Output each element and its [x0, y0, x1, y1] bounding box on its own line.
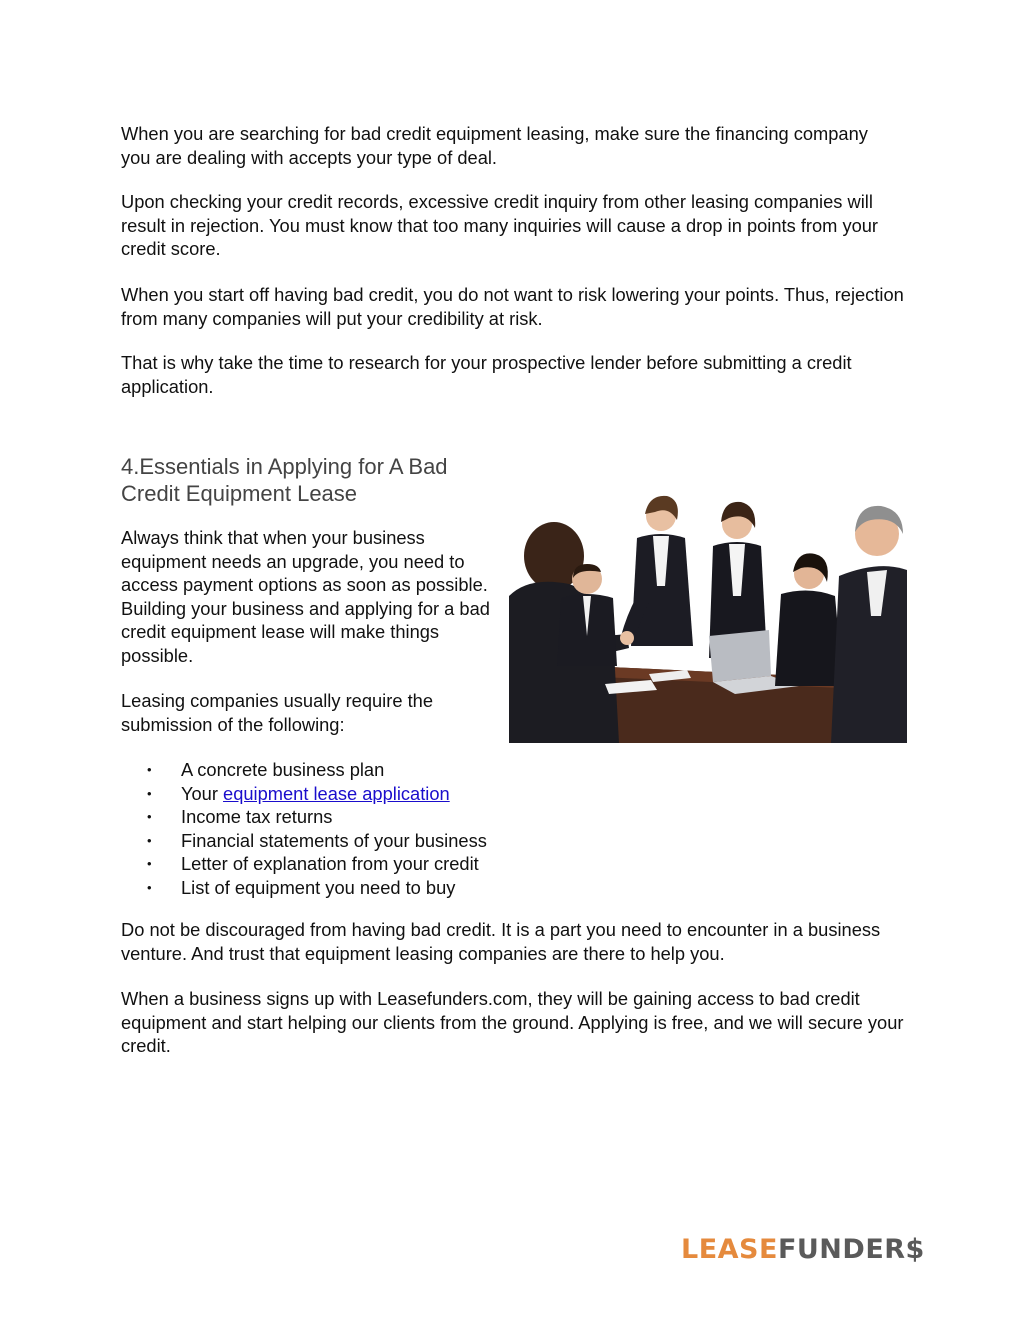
- list-item-text: Letter of explanation from your credit: [181, 853, 479, 874]
- equipment-lease-application-link[interactable]: equipment lease application: [223, 782, 450, 804]
- paragraph-credit-records: Upon checking your credit records, excessive credit inquiry from other leasing companies will result in rejection. You must know that too many inquiries will cause a drop in points from your credit score.: [121, 191, 879, 259]
- business-meeting-photo: [509, 486, 907, 743]
- paragraph-bad-credit-risk: When you start off having bad credit, you do not want to risk lowering your points. Thus, rejection from many companies will put your credibility at risk.: [121, 284, 904, 329]
- logo-lease-text: LEASE: [681, 1234, 778, 1265]
- bullet-icon: •: [147, 879, 152, 895]
- bullet-icon: •: [147, 856, 152, 871]
- bullet-icon: •: [147, 762, 152, 777]
- list-item: [121, 852, 571, 876]
- list-item: [121, 758, 571, 782]
- paragraph-research-lender: That is why take the time to research for your prospective lender before submitting a credit application.: [121, 352, 852, 397]
- list-item-text: A concrete business plan: [181, 759, 385, 780]
- list-item: [121, 805, 571, 829]
- section-heading: 4.Essentials in Applying for A Bad Credit Equipment Lease: [121, 454, 448, 506]
- list-item: [121, 876, 571, 900]
- list-item-text: Your: [181, 782, 224, 804]
- paragraph-searching: When you are searching for bad credit equipment leasing, make sure the financing company you are dealing with accepts your type of deal.: [121, 123, 868, 168]
- bullet-icon: •: [147, 785, 152, 801]
- paragraph-encouragement: Do not be discouraged from having bad credit. It is a part you need to encounter in a business venture. And trust that equipment leasing companies are there to help you.: [121, 919, 881, 964]
- logo-funders-text: FUNDER$: [777, 1234, 925, 1265]
- leasefunders-logo: [681, 1233, 925, 1267]
- paragraph-requirements: Leasing companies usually require the submission of the following:: [121, 690, 433, 735]
- paragraph-leasefunders: When a business signs up with Leasefunders.com, they will be gaining access to bad credit equipment and start helping our clients from the ground. Applying is free, and we will secure your credit.: [121, 988, 904, 1056]
- paragraph-upgrade: Always think that when your business equipment needs an upgrade, you need to access payment options as soon as possible. Building your business and applying for a bad credit equipment lease will make things possible.: [121, 527, 490, 666]
- list-item: [121, 782, 571, 806]
- list-item-text: List of equipment you need to buy: [181, 876, 456, 898]
- list-item: [121, 829, 571, 853]
- requirements-list: [121, 758, 571, 899]
- bullet-icon: •: [147, 832, 152, 848]
- bullet-icon: •: [147, 809, 152, 824]
- list-item-text: Financial statements of your business: [181, 829, 487, 851]
- list-item-text: Income tax returns: [181, 806, 333, 827]
